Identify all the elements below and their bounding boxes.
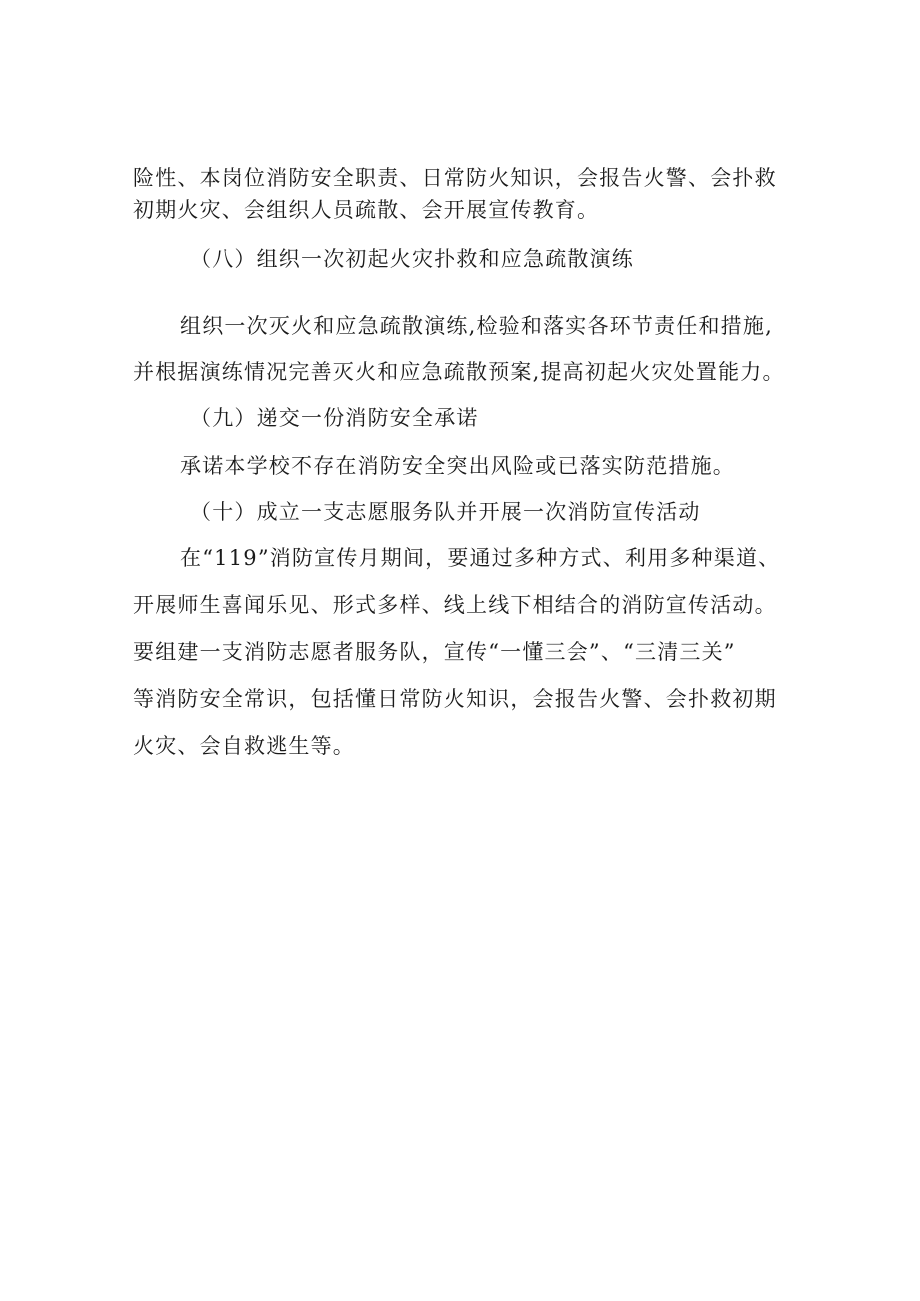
section-heading-8: （八）组织一次初起火灾扑救和应急疏散演练 [190,247,634,271]
paragraph-3-line-1: 承诺本学校不存在消防安全突出风险或已落实防范措施。 [180,454,735,478]
paragraph-4-line-3: 要组建一支消防志愿者服务队，宣传“一懂三会”、“三清三关” [133,640,736,664]
paragraph-2-line-1: 组织一次灭火和应急疏散演练,检验和落实各环节责任和措施, [180,314,773,338]
paragraph-2-line-2: 并根据演练情况完善灭火和应急疏散预案,提高初起火灾处置能力。 [133,360,785,384]
paragraph-4-line-1: 在“119”消防宣传月期间，要通过多种方式、利用多种渠道、 [180,546,781,570]
paragraph-4-line-4: 等消防安全常识，包括懂日常防火知识，会报告火警、会扑救初期 [133,687,777,711]
section-heading-9: （九）递交一份消防安全承诺 [190,406,479,430]
paragraph-4-line-2: 开展师生喜闻乐见、形式多样、线上线下相结合的消防宣传活动。 [133,593,777,617]
section-heading-10: （十）成立一支志愿服务队并开展一次消防宣传活动 [190,500,701,524]
paragraph-1-line-1: 险性、本岗位消防安全职责、日常防火知识，会报告火警、会扑救 [133,166,777,190]
paragraph-1-line-2: 初期火灾、会组织人员疏散、会开展宣传教育。 [133,198,600,222]
paragraph-4-line-5: 火灾、会自救逃生等。 [133,734,355,758]
